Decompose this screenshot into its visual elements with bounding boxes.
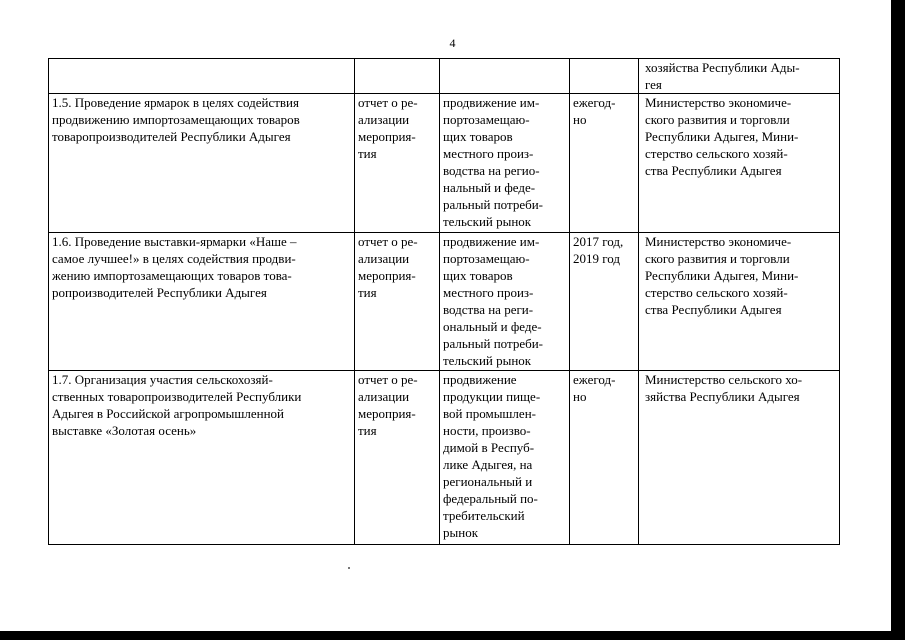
cell-line: ализации [358,251,410,266]
period-cell [570,233,639,371]
cell-line: ского развития и торговли [645,251,790,266]
cell-line: 2017 год, [573,234,624,249]
cell-line: стерство сельского хозяй- [645,285,788,300]
measures-table [48,58,840,545]
cell-line: жению импортозамещающих товаров това- [52,268,292,283]
cell-line: мероприя- [358,406,416,421]
activity-cell [49,371,355,545]
cell-line: ализации [358,112,410,127]
cell-line: ральный потреби- [443,336,543,351]
period-cell [570,94,639,233]
cell-line: ственных товаропроизводителей Республики [52,389,302,404]
responsible-cell [639,59,840,94]
cell-line: водства на регио- [443,163,540,178]
cell-line: отчет о ре- [358,372,418,387]
cell-line: выставке «Золотая осень» [52,423,197,438]
cell-line: водства на реги- [443,302,534,317]
cell-line: лике Адыгея, на [443,457,533,472]
cell-line: нальный и феде- [443,180,536,195]
page-number: 4 [449,36,456,50]
cell-line: стерство сельского хозяй- [645,146,788,161]
cell-line: ежегод- [573,372,616,387]
cell-line: 1.5. Проведение ярмарок в целях содействия [52,95,299,110]
goal-cell [440,233,570,371]
cell-line: зяйства Республики Адыгея [645,389,800,404]
cell-line: продвижению импортозамещающих товаров [52,112,300,127]
cell-line: Министерство экономиче- [645,234,792,249]
cell-line: Республики Адыгея, Мини- [645,268,799,283]
activity-cell [49,59,355,94]
cell-line: портозамещаю- [443,112,530,127]
cell-line: продвижение им- [443,234,540,249]
cell-line: ского развития и торговли [645,112,790,127]
responsible-cell [639,94,840,233]
cell-line: отчет о ре- [358,95,418,110]
goal-cell [440,94,570,233]
cell-line: гея [645,77,662,92]
cell-line: ональный и феде- [443,319,542,334]
cell-line: ежегод- [573,95,616,110]
cell-line: тельский рынок [443,353,532,368]
cell-line: портозамещаю- [443,251,530,266]
cell-line: продвижение им- [443,95,540,110]
cell-line: но [573,112,587,127]
table-row [49,371,840,545]
cell-line: продвижение [443,372,517,387]
scan-edge-right [891,0,905,640]
cell-line: товаропроизводителей Республики Адыгея [52,129,291,144]
result-cell [355,233,440,371]
cell-line: требительский [443,508,525,523]
cell-line: отчет о ре- [358,234,418,249]
period-cell [570,371,639,545]
cell-line: Министерство сельского хо- [645,372,803,387]
cell-line: хозяйства Республики Ады- [645,60,800,75]
goal-cell [440,59,570,94]
activity-cell [49,94,355,233]
result-cell [355,371,440,545]
scan-speck [348,567,350,569]
continuation-row [49,59,840,94]
table-row [49,233,840,371]
cell-line: местного произ- [443,146,534,161]
scan-edge-bottom [0,631,905,640]
goal-cell [440,371,570,545]
cell-line: Адыгея в Российской агропромышленной [52,406,285,421]
responsible-cell [639,371,840,545]
cell-line: тия [358,423,377,438]
cell-line: ральный потреби- [443,197,543,212]
cell-line: тия [358,146,377,161]
cell-line: мероприя- [358,268,416,283]
period-cell [570,59,639,94]
cell-line: продукции пище- [443,389,541,404]
cell-line: 1.6. Проведение выставки-ярмарки «Наше – [52,234,297,249]
cell-line: самое лучшее!» в целях содействия продви- [52,251,296,266]
cell-line: мероприя- [358,129,416,144]
cell-line: 2019 год [573,251,620,266]
cell-line: 1.7. Организация участия сельскохозяй- [52,372,273,387]
cell-line: Министерство экономиче- [645,95,792,110]
cell-line: тельский рынок [443,214,532,229]
cell-line: вой промышлен- [443,406,536,421]
table-row [49,94,840,233]
activity-cell [49,233,355,371]
cell-line: Республики Адыгея, Мини- [645,129,799,144]
cell-line: тия [358,285,377,300]
result-cell [355,94,440,233]
cell-line: федеральный по- [443,491,538,506]
cell-line: местного произ- [443,285,534,300]
cell-line: димой в Респуб- [443,440,535,455]
cell-line: ства Республики Адыгея [645,302,782,317]
cell-line: щих товаров [443,268,513,283]
responsible-cell [639,233,840,371]
result-cell [355,59,440,94]
cell-line: щих товаров [443,129,513,144]
cell-line: региональный и [443,474,533,489]
cell-line: ализации [358,389,410,404]
cell-line: рынок [443,525,479,540]
cell-line: ропроизводителей Республики Адыгея [52,285,267,300]
cell-line: ности, произво- [443,423,531,438]
cell-line: ства Республики Адыгея [645,163,782,178]
cell-line: но [573,389,587,404]
